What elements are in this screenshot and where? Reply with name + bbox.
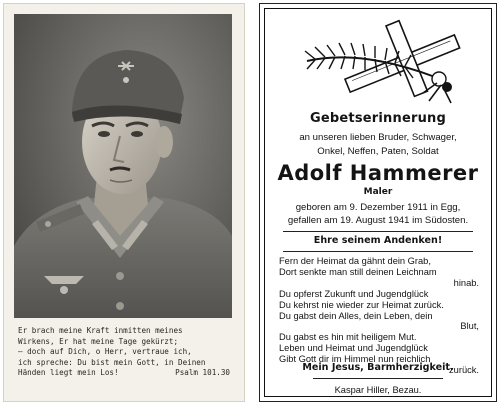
verse-line: Händen liegt mein Los! — [18, 368, 119, 378]
poem-line: Gibt Gott dir im Himmel nun reichlich — [279, 354, 431, 365]
verse-line: Wirkens, Er hat meine Tage gekürzt; — [18, 336, 179, 346]
portrait-image — [14, 14, 232, 318]
poem-line: Dort senkte man still deinen Leichnam — [279, 266, 437, 277]
divider — [283, 231, 473, 232]
divider — [283, 251, 473, 252]
printer-credit: Kaspar Hiller, Bezau. — [334, 385, 422, 395]
soldier-portrait-photo — [14, 14, 232, 318]
verse-line: — doch auf Dich, o Herr, vertraue ich, — [18, 347, 192, 357]
verse-line: ich spreche: Du bist mein Gott, in Deinen — [18, 357, 206, 367]
poem-line: Du kehrst nie wieder zur Heimat zurück. — [279, 299, 444, 310]
death-date: gefallen am 19. August 1941 im Südosten. — [287, 215, 469, 226]
honor-line: Ehre seinem Andenken! — [313, 235, 443, 246]
poem-line: zurück. — [449, 365, 479, 376]
deceased-name: Adolf Hammerer — [277, 161, 479, 185]
poem-line: Du gabst es hin mit heiligem Mut. — [279, 332, 417, 343]
cross-with-palm-branch-icon — [301, 19, 469, 105]
poem-line: Blut, — [460, 321, 479, 332]
verse-line: Er brach meine Kraft inmitten meines — [18, 326, 183, 335]
occupation: Maler — [363, 187, 393, 197]
poem-line: Leben und Heimat und Jugendglück — [279, 343, 428, 354]
poem-line: Fern der Heimat da gähnt dein Grab, — [279, 256, 431, 266]
closing-prayer: Mein Jesus, Barmherzigkeit. — [302, 362, 454, 373]
psalm-verse — [18, 326, 230, 379]
poem-line: hinab. — [453, 277, 479, 288]
verse-reference: Psalm 101.30 — [175, 368, 230, 378]
card-heading: Gebetserinnerung — [310, 111, 446, 126]
memorial-poem — [279, 256, 479, 376]
poem-line: Du gabst dein Alles, dein Leben, dein — [279, 310, 433, 321]
verse-last-line — [18, 368, 230, 379]
dedication-line: Onkel, Neffen, Paten, Soldat — [317, 146, 439, 157]
memorial-text-card — [260, 4, 496, 401]
poem-line: Du opferst Zukunft und Jugendglück — [279, 288, 429, 299]
card-border — [264, 8, 492, 397]
memorial-photo-card — [4, 4, 244, 401]
dedication-line: an unseren lieben Bruder, Schwager, — [299, 132, 457, 143]
divider — [313, 378, 443, 379]
birth-date: geboren am 9. Dezember 1911 in Egg, — [295, 202, 461, 213]
